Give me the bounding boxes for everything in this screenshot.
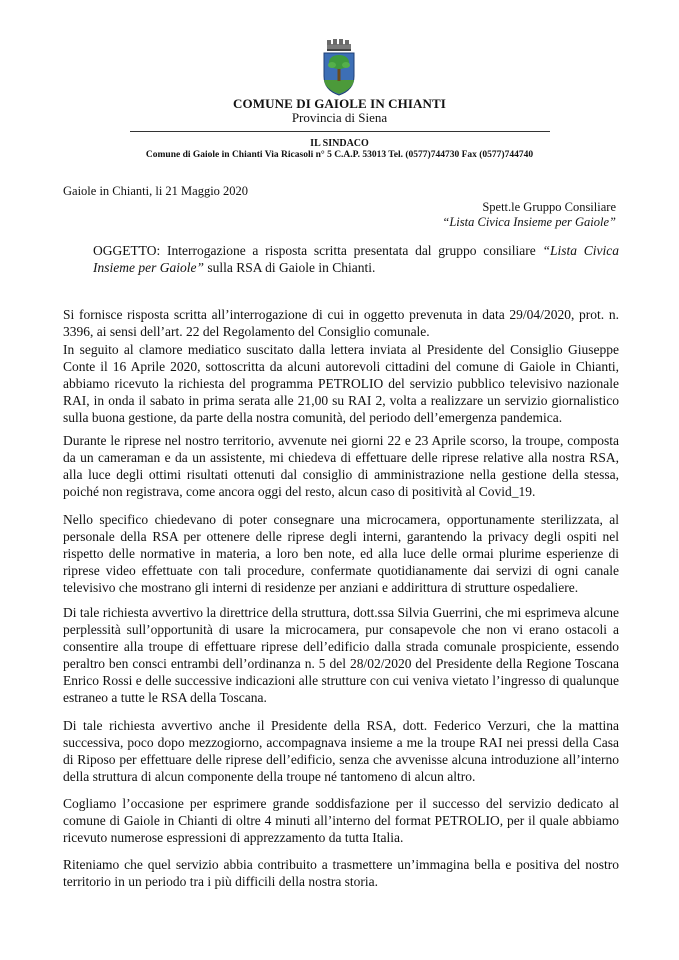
office-title: IL SINDACO: [310, 138, 369, 149]
municipal-coat-of-arms-icon: [318, 38, 360, 96]
header-divider: [130, 131, 550, 132]
subject-prefix: OGGETTO: Interrogazione a risposta scritta presentata dal gruppo consiliare: [93, 243, 543, 258]
letter-subject: [93, 242, 619, 276]
municipality-name: COMUNE DI GAIOLE IN CHIANTI: [233, 96, 446, 111]
subject-suffix: sulla RSA di Gaiole in Chianti.: [203, 260, 376, 275]
subject-group: “Lista Civica Insieme per Gaiole”: [93, 243, 619, 275]
paragraph: Riteniamo che quel servizio abbia contribuito a trasmettere un’immagina bella e positiva del nostro territorio in un periodo tra i più difficili della nostra storia.: [63, 857, 619, 890]
paragraph: Durante le riprese nel nostro territorio, avvenute nei giorni 22 e 23 Aprile scorso, la troupe, composta da un cameraman e da un assistente, mi chiedeva di effettuare delle riprese relative alla nostra RSA, alla luce degli ottimi risultati ottenuti dal consiglio di amministrazione nella gestione della stessa, poiché non registrava, come ancora oggi del resto, alcun caso di positività al Covid_19.: [63, 433, 619, 500]
paragraph: Nello specifico chiedevano di poter consegnare una microcamera, opportunamente sterilizzata, al personale della RSA per ottenere delle riprese degli interni, garantendo la privacy degli ospiti nel rispetto delle normative in materia, a loro ben note, ed alla luce delle ormai plurime esperienze di riprese video effettuate con tali procedure, confermate quotidianamente dai servizi di ogni canale televisivo che mostrano gli interni di residenze per anziani e addirittura di strutture ospedaliere.: [63, 512, 619, 596]
paragraph: In seguito al clamore mediatico suscitato dalla lettera inviata al Presidente del Consiglio Giuseppe Conte il 16 Aprile 2020, sottoscritta da alcuni autorevoli cittadini del comune di Gaiole in Chianti, abbiamo ricevuto la richiesta del programma PETROLIO del servizio pubblico televisivo nazionale RAI, in onda il sabato in prima serata alle 21,00 su RAI 2, volta a realizzare un servizio giornalistico sulla buona gestione, da parte della nostra comunità, del periodo dell’emergenza pandemica.: [63, 342, 619, 426]
paragraph: Di tale richiesta avvertivo la direttrice della struttura, dott.ssa Silvia Guerrini, che mi esprimeva alcune perplessità sull’opportunità di usare la microcamera, pur consapevole che non vi erano ostacoli a consentire alla troupe di effettuare riprese dell’edificio dalla strada comunale prospiciente, essendo peraltro ben consci entrambi dell’ordinanza n. 5 del 28/02/2020 del Presidente della Regione Toscana Enrico Rossi e delle successive indicazioni alle strutture con cui veniva vietato l’ingresso di qualunque estraneo a tutte le RSA della Toscana.: [63, 605, 619, 706]
recipient-group: “Lista Civica Insieme per Gaiole”: [442, 215, 616, 229]
office-address: Comune di Gaiole in Chianti Via Ricasoli n° 5 C.A.P. 53013 Tel. (0577)744730 Fax (0577)744740: [145, 150, 534, 160]
place-date: Gaiole in Chianti, li 21 Maggio 2020: [63, 184, 249, 198]
paragraph: Si fornisce risposta scritta all’interrogazione di cui in oggetto prevenuta in data 29/04/2020, prot. n. 3396, ai sensi dell’art. 22 del Regolamento del Consiglio comunale.: [63, 307, 619, 340]
recipient-block: [442, 200, 616, 230]
recipient-line: Spett.le Gruppo Consiliare: [482, 200, 616, 214]
province-name: Provincia di Siena: [291, 110, 388, 125]
paragraph: Di tale richiesta avvertivo anche il Presidente della RSA, dott. Federico Verzuri, che la mattina successiva, poco dopo mezzogiorno, accompagnava insieme a me la troupe RAI nei pressi della Casa di Riposo per effettuare delle riprese dell’edificio, senza che avvenisse alcuna introduzione all’interno della struttura di alcun componente della troupe né tantomeno di alcun altro.: [63, 718, 619, 785]
paragraph: Cogliamo l’occasione per esprimere grande soddisfazione per il successo del servizio dedicato al comune di Gaiole in Chianti di oltre 4 minuti all’interno del format PETROLIO, per il quale abbiamo ricevuto numerose espressioni di apprezzamento da tutta Italia.: [63, 796, 619, 846]
